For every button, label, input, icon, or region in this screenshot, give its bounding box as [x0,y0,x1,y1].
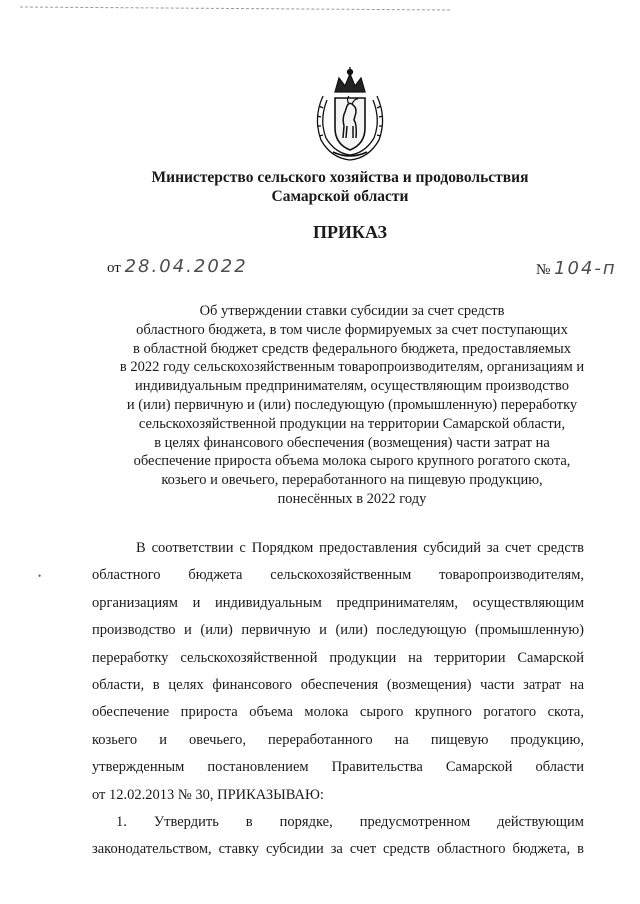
samara-coat-of-arms-icon [309,66,391,164]
scan-edge-line [20,6,450,10]
subject-line: понесённых в 2022 году [277,490,427,507]
item-1-line: законодательством, ставку субсидии за счет средств областного бюджета, в [92,841,584,858]
item-1-line: 1. Утвердить в порядке, предусмотренном действующим [116,814,584,831]
body-line: козьего и овечьего, переработанного на пищевую продукцию, [92,731,584,748]
subject-line: в целях финансового обеспечения (возмещения) части затрат на [154,434,550,451]
ministry-name [120,168,560,206]
body-line: утвержденным постановлением Правительства Самарской области [92,759,584,776]
body-line: В соответствии с Порядком предоставления субсидий за счет средств [136,540,584,556]
subject-line: индивидуальным предпринимателям, осуществляющим производство [134,378,569,395]
ministry-line-1: Министерство сельского хозяйства и продовольствия [151,169,529,186]
body-line: областного бюджета сельскохозяйственным товаропроизводителям, [92,567,584,584]
order-body [92,535,584,864]
body-line: области, в целях финансового обеспечения (возмещения) части затрат на [92,677,584,694]
body-line: от 12.02.2013 № 30, ПРИКАЗЫВАЮ: [92,786,324,803]
body-line: производство и (или) первичную и (или) последующую (промышленную) [92,622,584,639]
subject-line: Об утверждении ставки субсидии за счет средств [199,303,505,319]
subject-line: областного бюджета, в том числе формируемых за счет поступающих [136,321,568,338]
subject-line: сельскохозяйственной продукции на территории Самарской области, [138,415,566,432]
subject-line: обеспечение прироста объема молока сырого крупного рогатого скота, [133,453,571,470]
subject-line: козьего и овечьего, переработанного на пищевую продукцию, [161,472,543,489]
document-type-title: ПРИКАЗ [312,222,388,242]
body-line: обеспечение прироста объема молока сырого крупного рогатого скота, [92,704,584,721]
date-prefix: от [107,260,121,276]
scan-speck: • [38,571,42,581]
number-prefix: № [536,262,551,278]
order-date [107,256,248,277]
subject-line: в 2022 году сельскохозяйственным товаропроизводителям, организациям и [119,359,585,376]
body-line: организациям и индивидуальным предпринимателям, осуществляющим [92,594,584,611]
body-line: переработку сельскохозяйственной продукции на территории Самарской [92,649,584,666]
order-subject [92,302,612,509]
handwritten-date: 28.04.2022 [124,256,248,277]
subject-line: в областной бюджет средств федерального бюджета, предоставляемых [133,340,571,357]
handwritten-number: 104-п [554,258,617,279]
order-number [536,258,617,279]
subject-line: и (или) первичную и (или) последующую (промышленную) переработку [126,396,578,413]
ministry-line-2: Самарской области [271,188,409,205]
